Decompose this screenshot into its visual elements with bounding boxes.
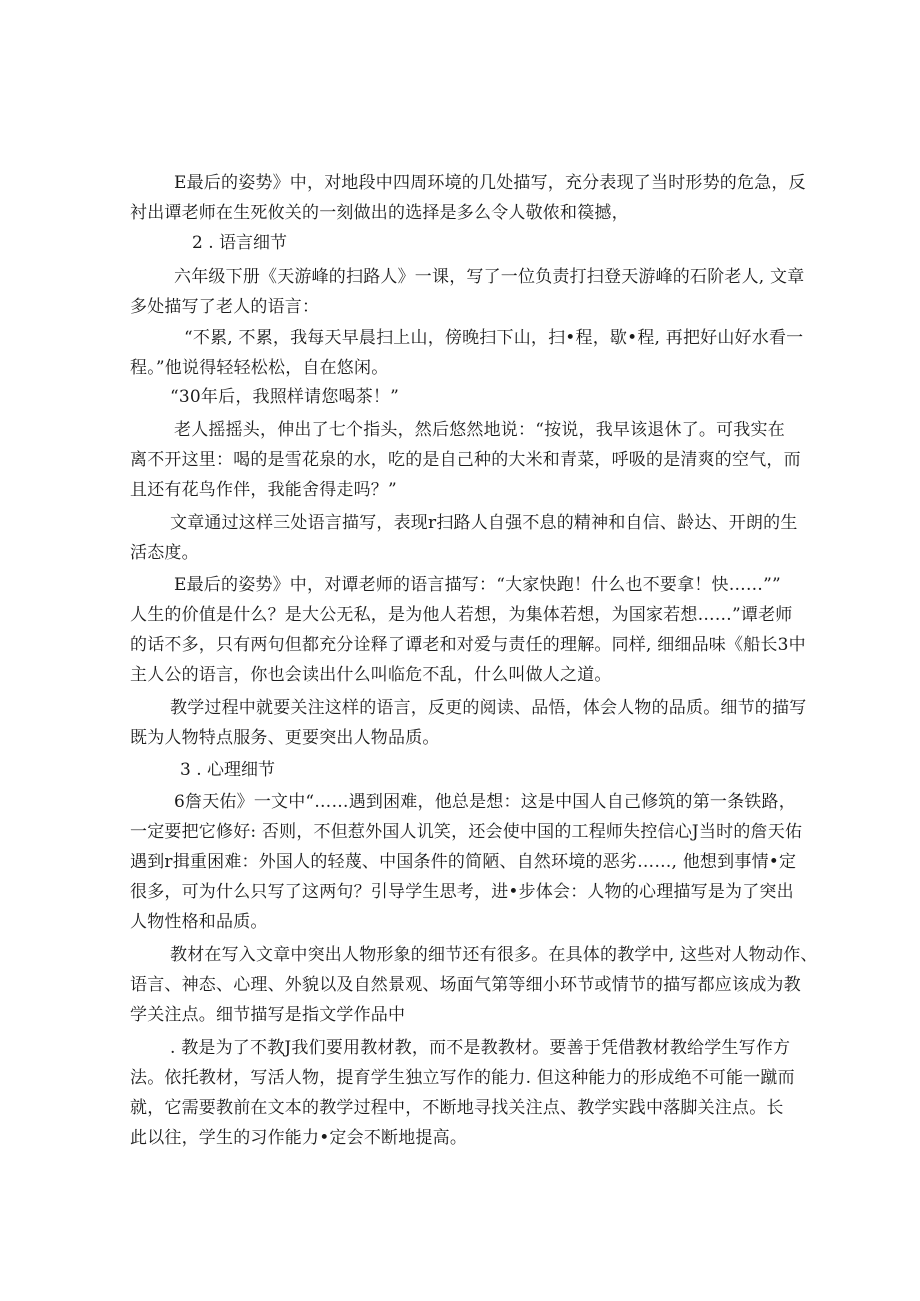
text-line: “30年后，我照样请您喝茶！” xyxy=(170,387,400,407)
paragraph-old-man-speech xyxy=(130,415,801,505)
text-line: 六年级下册《天游峰的扫路人》一课，写了一位负责打扫登天游峰的石阶老人, 文章 xyxy=(174,267,805,287)
text-line: E最后的姿势》中，对谭老师的语言描写：“大家快跑！什么也不要拿！快……”” xyxy=(174,575,781,595)
text-line: 教学过程中就要关注这样的语言，反更的阅读、品悟，体会人物的品质。细节的描写 xyxy=(170,698,807,718)
text-line: 活态度。 xyxy=(130,543,199,563)
text-line: 衬出谭老师在生死攸关的一刻做出的选择是多么令人敬侬和篌撼， xyxy=(130,203,629,223)
heading-text: 3 . 心理细节 xyxy=(180,760,276,780)
text-line: 很多，可为什么只写了这两句？引导学生思考，进•步体会：人物的心理描写是为了突出 xyxy=(130,882,794,902)
text-line: 程。”他说得轻轻松松，自在悠闲。 xyxy=(130,358,389,378)
text-line: 主人公的语言，你也会读出什么叫临危不乱，什么叫做人之道。 xyxy=(130,665,612,685)
section-heading-psychology-detail xyxy=(180,755,275,785)
paragraph-textbook-details xyxy=(130,940,818,1030)
text-line: 老人摇摇头，伸出了七个指头，然后悠然地说：“按说，我早该退休了。可我实在 xyxy=(174,420,785,440)
text-line: 既为人物特点服务、更要突出人物品质。 xyxy=(130,728,440,748)
text-line: 一定要把它修好: 否则，不但惹外国人讥笑，还会使中国的工程师失控信心J当时的詹天佑 xyxy=(130,822,803,842)
paragraph-quote-not-tired xyxy=(130,323,804,383)
text-line: 多处描写了老人的语言： xyxy=(130,297,320,317)
text-line: 教材在写入文章中突出人物形象的细节还有很多。在具体的教学中, 这些对人物动作、 xyxy=(170,945,818,965)
text-line: 且还有花鸟作伴，我能舍得走吗？” xyxy=(130,480,397,500)
text-line: 法。依托教材，写活人物，提育学生独立写作的能力. 但这种能力的形成绝不可能一蹴而 xyxy=(130,1068,795,1088)
text-line: 此以往，学生的习作能力•定会不断地提高。 xyxy=(130,1128,468,1148)
text-line: 离不开这里：喝的是雪花泉的水，吃的是自己种的大米和青菜，呼吸的是清爽的空气，而 xyxy=(130,450,801,470)
text-line: . 教是为了不教J我们要用教材教，而不是教教材。要善于凭借教材教给学生写作方 xyxy=(170,1038,791,1058)
paragraph-quote-30-years xyxy=(130,382,790,412)
text-line: “不累, 不累，我每天早晨扫上山，傍晚扫下山，扫•程，歇•程, 再把好山好水看一 xyxy=(184,328,804,348)
paragraph-teaching-focus xyxy=(130,693,807,753)
text-line: 的话不多，只有两句但都充分诠释了谭老和对爱与责任的理解。同样, 细细品味《船长3中 xyxy=(130,635,806,655)
text-line: 就，它需要教前在文本的教学过程中，不断地寻找关注点、教学实践中落脚关注点。长 xyxy=(130,1098,784,1118)
section-heading-language-detail xyxy=(192,228,287,258)
text-line: 学关注点。细节描写是指文学作品中 xyxy=(130,1005,406,1025)
text-line: 遇到r揖重困难：外国人的轻蔑、中国条件的简陋、自然环境的恶劣……, 他想到事情•定 xyxy=(130,852,797,872)
text-line: E最后的姿势》中，对地段中四周环境的几处描写，充分表现了当时形势的危急，反 xyxy=(174,173,806,193)
text-line: 人生的价值是什么？是大公无私，是为他人若想，为集体若想，为国家若想……”谭老师 xyxy=(130,605,793,625)
paragraph-zhan-tianyou xyxy=(130,787,803,937)
paragraph-conclusion xyxy=(130,1033,795,1153)
heading-text: 2 . 语言细节 xyxy=(192,233,288,253)
paragraph-tianyoufeng-intro xyxy=(130,262,805,322)
text-line: 人物性格和品质。 xyxy=(130,912,268,932)
text-line: 语言、神态、心理、外貌以及自然景观、场面气第等细小环节或情节的描写都应该成为教 xyxy=(130,975,801,995)
text-line: 6詹天佑》一文中“……遇到困难，他总是想：这是中国人自己修筑的第一条铁路， xyxy=(174,792,796,812)
paragraph-teacher-tan-speech xyxy=(130,570,806,690)
paragraph-last-posture-environment xyxy=(130,168,806,228)
paragraph-three-descriptions xyxy=(130,508,798,568)
text-line: 文章通过这样三处语言描写，表现r扫路人自强不息的精神和自信、龄达、开朗的生 xyxy=(170,513,798,533)
